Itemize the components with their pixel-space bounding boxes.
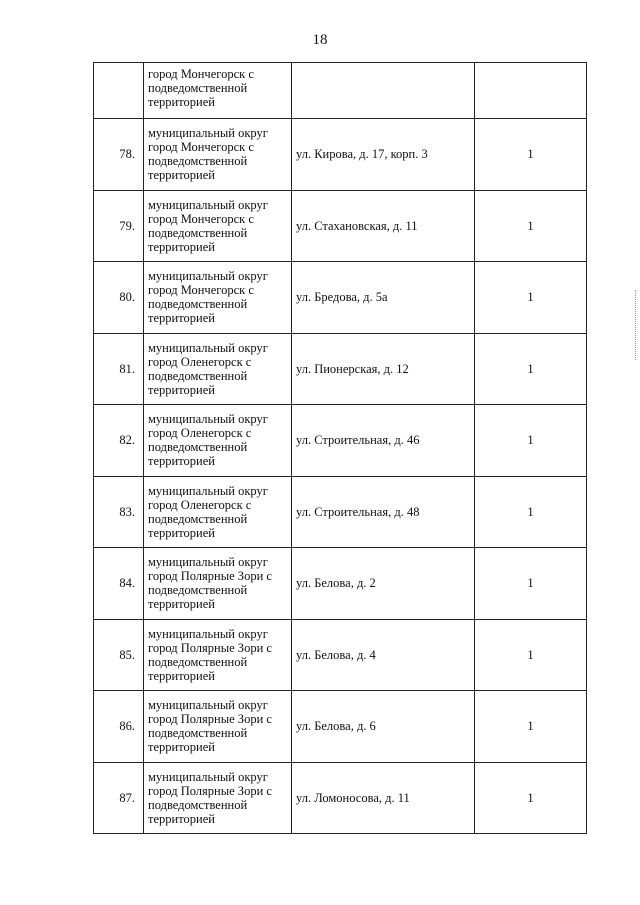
row-number-cell: 86.: [94, 691, 144, 763]
row-number-cell: 78.: [94, 119, 144, 191]
row-number-cell: 87.: [94, 762, 144, 834]
table-row: [94, 691, 587, 763]
count-cell: 1: [475, 190, 587, 262]
count-cell: 1: [475, 691, 587, 763]
row-number-cell: 79.: [94, 190, 144, 262]
count-cell: 1: [475, 548, 587, 620]
address-cell: ул. Кирова, д. 17, корп. 3: [292, 119, 475, 191]
table-row: [94, 119, 587, 191]
address-cell: ул. Белова, д. 6: [292, 691, 475, 763]
municipality-cell: муниципальный округ город Полярные Зори с подведомственной территорией: [144, 691, 292, 763]
address-cell: ул. Бредова, д. 5а: [292, 262, 475, 334]
count-cell: 1: [475, 619, 587, 691]
table-row-continuation: [94, 63, 587, 119]
count-cell: 1: [475, 333, 587, 405]
row-number-cell: 83.: [94, 476, 144, 548]
municipality-cell: муниципальный округ город Полярные Зори с подведомственной территорией: [144, 548, 292, 620]
table-row: [94, 333, 587, 405]
municipality-cell: город Мончегорск с подведомственной территорией: [144, 63, 292, 119]
address-cell: ул. Белова, д. 4: [292, 619, 475, 691]
row-number-cell: [94, 63, 144, 119]
address-cell: [292, 63, 475, 119]
municipality-cell: муниципальный округ город Мончегорск с подведомственной территорией: [144, 190, 292, 262]
margin-mark: [635, 290, 638, 360]
table-row: [94, 548, 587, 620]
address-cell: ул. Стахановская, д. 11: [292, 190, 475, 262]
table-row: [94, 405, 587, 477]
page-number: 18: [312, 32, 328, 48]
table-row: [94, 262, 587, 334]
address-cell: ул. Строительная, д. 46: [292, 405, 475, 477]
municipality-cell: муниципальный округ город Полярные Зори с подведомственной территорией: [144, 619, 292, 691]
municipality-cell: муниципальный округ город Оленегорск с подведомственной территорией: [144, 476, 292, 548]
address-cell: ул. Ломоносова, д. 11: [292, 762, 475, 834]
table-row: [94, 476, 587, 548]
row-number-cell: 80.: [94, 262, 144, 334]
municipality-cell: муниципальный округ город Полярные Зори с подведомственной территорией: [144, 762, 292, 834]
table-body: [94, 63, 587, 834]
address-cell: ул. Пионерская, д. 12: [292, 333, 475, 405]
count-cell: 1: [475, 405, 587, 477]
count-cell: 1: [475, 119, 587, 191]
row-number-cell: 85.: [94, 619, 144, 691]
municipality-cell: муниципальный округ город Мончегорск с подведомственной территорией: [144, 119, 292, 191]
municipality-cell: муниципальный округ город Оленегорск с подведомственной территорией: [144, 333, 292, 405]
address-cell: ул. Строительная, д. 48: [292, 476, 475, 548]
municipality-cell: муниципальный округ город Оленегорск с подведомственной территорией: [144, 405, 292, 477]
row-number-cell: 84.: [94, 548, 144, 620]
table-row: [94, 762, 587, 834]
municipality-cell: муниципальный округ город Мончегорск с подведомственной территорией: [144, 262, 292, 334]
row-number-cell: 82.: [94, 405, 144, 477]
count-cell: 1: [475, 762, 587, 834]
address-cell: ул. Белова, д. 2: [292, 548, 475, 620]
table-row: [94, 190, 587, 262]
address-table: [93, 62, 587, 834]
row-number-cell: 81.: [94, 333, 144, 405]
count-cell: 1: [475, 476, 587, 548]
table-row: [94, 619, 587, 691]
count-cell: 1: [475, 262, 587, 334]
count-cell: [475, 63, 587, 119]
